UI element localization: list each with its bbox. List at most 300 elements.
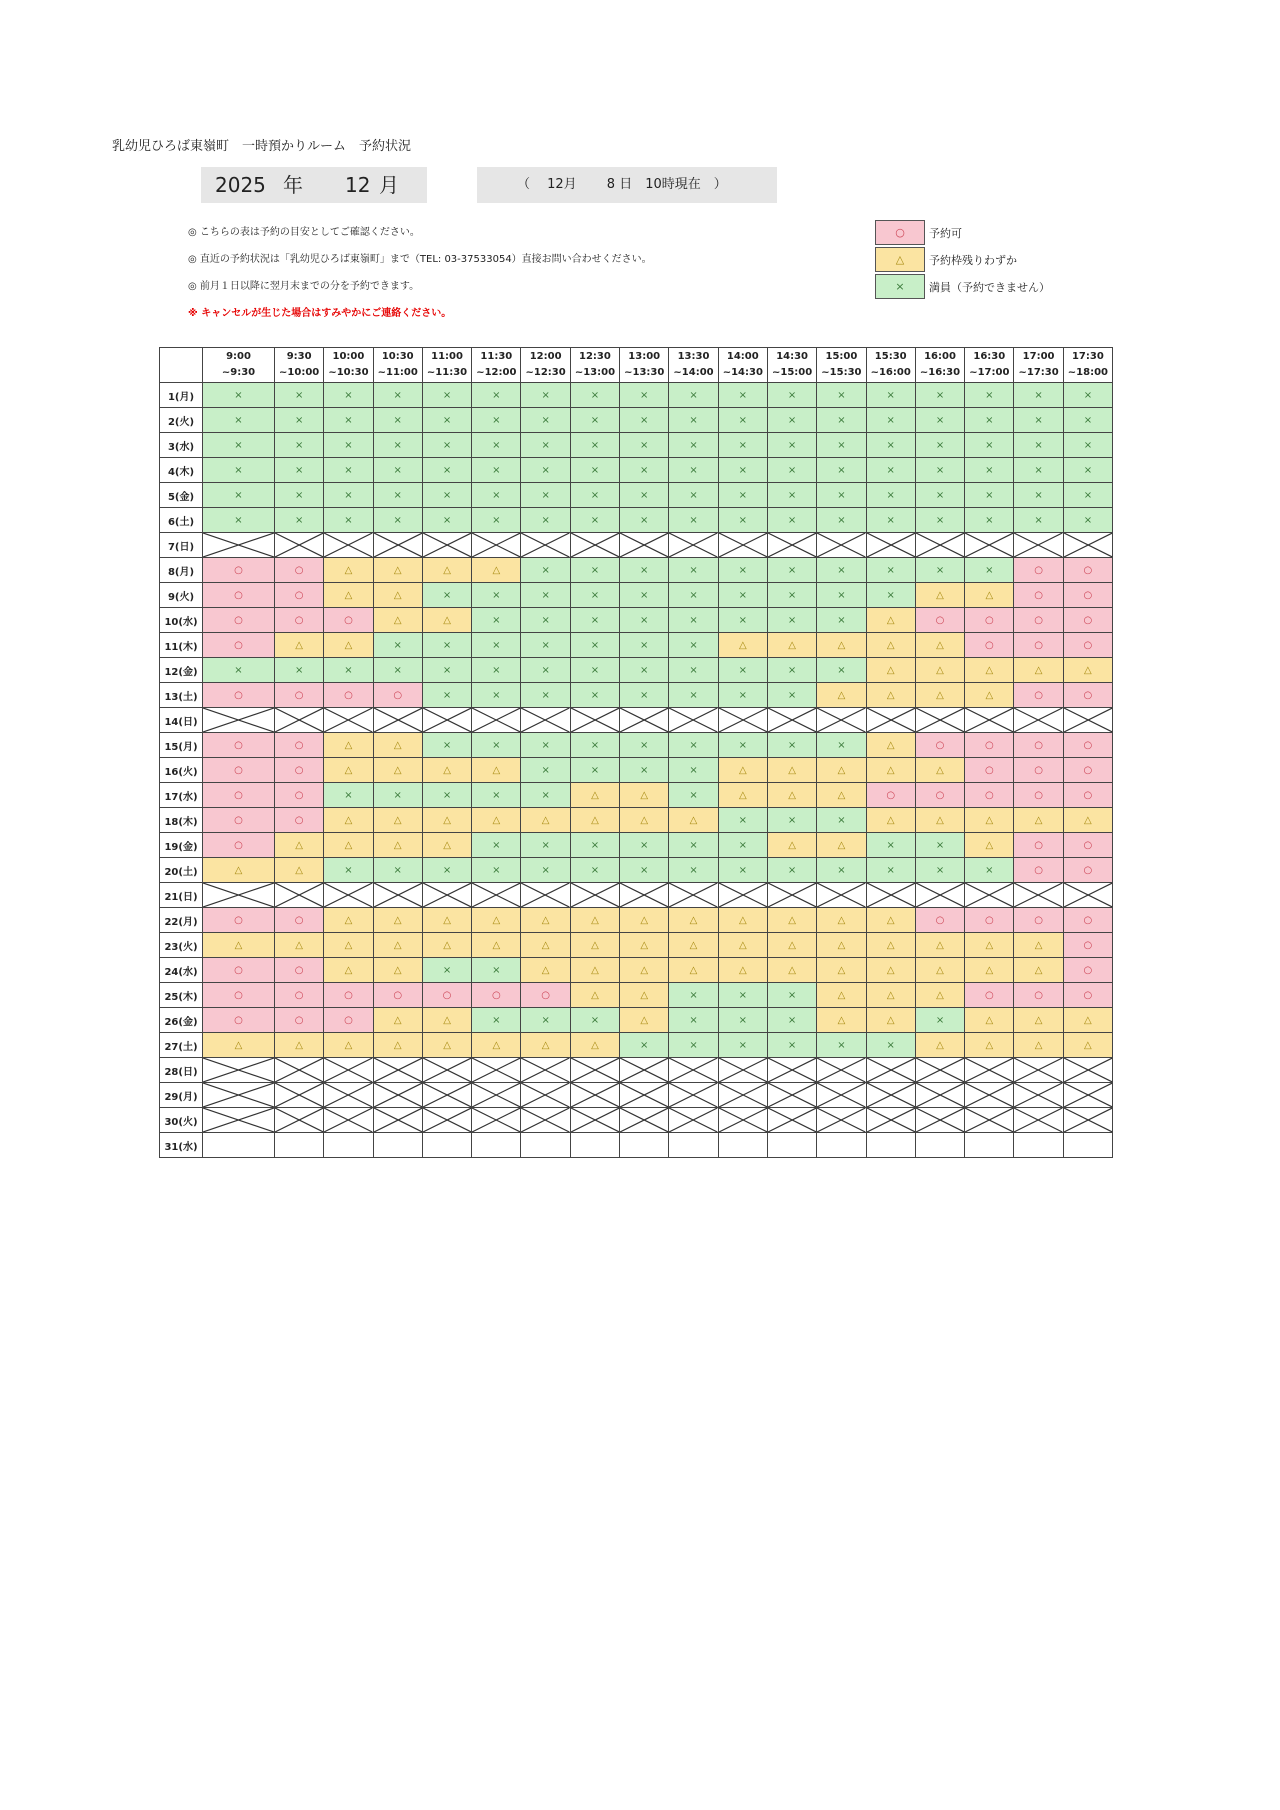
closed-slot-cell [203, 533, 275, 558]
slot-cell: △ [373, 958, 422, 983]
closed-slot-cell [570, 1108, 619, 1133]
slot-cell: × [817, 858, 866, 883]
day-row [160, 808, 1113, 833]
day-label: 7(日) [160, 533, 203, 558]
slot-cell: × [620, 458, 669, 483]
day-label: 13(土) [160, 683, 203, 708]
slot-cell [275, 1133, 324, 1158]
slot-cell: △ [915, 983, 964, 1008]
slot-cell: × [521, 783, 570, 808]
slot-cell: △ [521, 908, 570, 933]
slot-cell: ○ [915, 608, 964, 633]
slot-cell: ○ [1063, 558, 1112, 583]
slot-cell: × [275, 383, 324, 408]
slot-cell: △ [373, 583, 422, 608]
slot-cell: × [570, 683, 619, 708]
slot-cell: △ [620, 908, 669, 933]
slot-cell: × [324, 508, 373, 533]
slot-cell: × [472, 408, 521, 433]
legend-label-available: 予約可 [929, 226, 962, 240]
slot-cell: × [866, 508, 915, 533]
slot-cell: ○ [275, 958, 324, 983]
slot-cell: × [620, 608, 669, 633]
slot-cell: ○ [203, 808, 275, 833]
slot-cell: × [866, 583, 915, 608]
slot-cell: △ [422, 833, 471, 858]
slot-cell: × [275, 483, 324, 508]
slot-cell: ○ [1014, 983, 1063, 1008]
time-slot-start: 12:00 [529, 351, 562, 362]
slot-cell: × [1014, 458, 1063, 483]
slot-cell: △ [1014, 658, 1063, 683]
slot-cell: ○ [1014, 758, 1063, 783]
slot-cell: × [373, 433, 422, 458]
time-slot-start: 17:30 [1071, 351, 1104, 362]
slot-cell: × [324, 483, 373, 508]
slot-cell: × [275, 658, 324, 683]
slot-cell: △ [422, 808, 471, 833]
slot-cell: △ [1063, 1033, 1112, 1058]
slot-cell: × [669, 583, 718, 608]
closed-slot-cell [915, 533, 964, 558]
day-label: 23(火) [160, 933, 203, 958]
closed-slot-cell [767, 883, 816, 908]
slot-cell: △ [866, 608, 915, 633]
closed-slot-cell [817, 708, 866, 733]
closed-slot-cell [915, 1083, 964, 1108]
slot-cell: × [620, 408, 669, 433]
day-row [160, 708, 1113, 733]
slot-cell: × [669, 458, 718, 483]
closed-slot-cell [669, 533, 718, 558]
slot-cell: × [767, 583, 816, 608]
document-title: 乳幼児ひろば東嶺町 一時預かりルーム 予約状況 [112, 139, 412, 154]
time-slot-header [866, 348, 915, 383]
slot-cell: × [620, 633, 669, 658]
as-of-box: （ 12月 8 日 10時現在 ） [477, 167, 777, 203]
slot-cell [915, 1133, 964, 1158]
slot-cell: × [817, 383, 866, 408]
slot-cell: × [422, 458, 471, 483]
day-row [160, 858, 1113, 883]
slot-cell: △ [817, 683, 866, 708]
slot-cell: × [718, 683, 767, 708]
slot-cell: × [866, 408, 915, 433]
closed-slot-cell [767, 1058, 816, 1083]
day-label: 22(月) [160, 908, 203, 933]
slot-cell: × [669, 383, 718, 408]
day-row [160, 908, 1113, 933]
slot-cell: ○ [324, 1008, 373, 1033]
slot-cell: × [718, 658, 767, 683]
note-2: ◎ 直近の予約状況は「乳幼児ひろば東嶺町」まで（TEL: 03-37533054）直接お問い合わせください。 [188, 254, 652, 265]
slot-cell: × [817, 433, 866, 458]
slot-cell: △ [866, 658, 915, 683]
day-label: 27(土) [160, 1033, 203, 1058]
closed-slot-cell [472, 1108, 521, 1133]
slot-cell: ○ [965, 783, 1014, 808]
slot-cell: △ [915, 933, 964, 958]
slot-cell: ○ [203, 908, 275, 933]
slot-cell: × [669, 833, 718, 858]
closed-slot-cell [1063, 533, 1112, 558]
slot-cell [669, 1133, 718, 1158]
time-slot-end: ~10:00 [279, 367, 320, 378]
slot-cell: ○ [1063, 733, 1112, 758]
closed-slot-cell [275, 1058, 324, 1083]
slot-cell: × [718, 808, 767, 833]
closed-slot-cell [620, 883, 669, 908]
slot-cell: ○ [1014, 608, 1063, 633]
slot-cell: △ [767, 783, 816, 808]
closed-slot-cell [817, 1083, 866, 1108]
slot-cell: ○ [1014, 783, 1063, 808]
closed-slot-cell [324, 1083, 373, 1108]
time-slot-header [570, 348, 619, 383]
day-label: 30(火) [160, 1108, 203, 1133]
slot-cell: ○ [203, 683, 275, 708]
time-slot-start: 13:30 [677, 351, 710, 362]
slot-cell: × [767, 658, 816, 683]
slot-cell: × [521, 508, 570, 533]
notes [188, 226, 652, 334]
slot-cell: △ [1014, 1008, 1063, 1033]
slot-cell: △ [965, 833, 1014, 858]
slot-cell: × [669, 658, 718, 683]
slot-cell: △ [965, 808, 1014, 833]
slot-cell: △ [275, 933, 324, 958]
slot-cell: △ [915, 758, 964, 783]
slot-cell: △ [422, 1008, 471, 1033]
time-slot-start: 17:00 [1022, 351, 1055, 362]
slot-cell: △ [866, 733, 915, 758]
slot-cell: × [373, 508, 422, 533]
slot-cell: ○ [1014, 908, 1063, 933]
day-label: 20(土) [160, 858, 203, 883]
legend [875, 219, 1050, 300]
slot-cell: ○ [1063, 958, 1112, 983]
slot-cell: × [521, 1008, 570, 1033]
year-value: 2025 [215, 173, 266, 197]
slot-cell: △ [866, 758, 915, 783]
slot-cell: ○ [324, 983, 373, 1008]
closed-slot-cell [203, 1083, 275, 1108]
slot-cell: × [1063, 508, 1112, 533]
day-row [160, 1133, 1113, 1158]
legend-item-full [875, 273, 1050, 300]
closed-slot-cell [817, 883, 866, 908]
slot-cell: × [817, 558, 866, 583]
slot-cell: × [669, 683, 718, 708]
time-slot-start: 14:30 [776, 351, 809, 362]
slot-cell: × [373, 483, 422, 508]
slot-cell: × [620, 733, 669, 758]
slot-cell: × [817, 483, 866, 508]
closed-slot-cell [1063, 1058, 1112, 1083]
slot-cell: △ [275, 833, 324, 858]
slot-cell: △ [203, 1033, 275, 1058]
slot-cell: × [422, 433, 471, 458]
slot-cell: × [521, 683, 570, 708]
closed-slot-cell [718, 883, 767, 908]
closed-slot-cell [620, 533, 669, 558]
slot-cell: △ [570, 983, 619, 1008]
day-label: 15(月) [160, 733, 203, 758]
cancel-warning: ※ キャンセルが生じた場合はすみやかにご連絡ください。 [188, 308, 452, 319]
slot-cell: × [570, 583, 619, 608]
closed-slot-cell [203, 1058, 275, 1083]
closed-slot-cell [324, 883, 373, 908]
closed-slot-cell [472, 1058, 521, 1083]
slot-cell: ○ [275, 558, 324, 583]
slot-cell: △ [718, 758, 767, 783]
slot-cell: △ [718, 958, 767, 983]
slot-cell: △ [817, 908, 866, 933]
closed-slot-cell [767, 1083, 816, 1108]
slot-cell: △ [718, 633, 767, 658]
slot-cell: ○ [965, 908, 1014, 933]
slot-cell: △ [324, 933, 373, 958]
slot-cell: × [422, 383, 471, 408]
slot-cell: × [521, 608, 570, 633]
slot-cell: △ [718, 908, 767, 933]
closed-slot-cell [718, 708, 767, 733]
slot-cell: × [472, 508, 521, 533]
slot-cell: △ [767, 833, 816, 858]
slot-cell: ○ [1063, 633, 1112, 658]
legend-swatch-available: ○ [875, 220, 925, 245]
closed-slot-cell [1014, 1058, 1063, 1083]
slot-cell [570, 1133, 619, 1158]
day-row [160, 558, 1113, 583]
slot-cell: × [203, 408, 275, 433]
slot-cell: × [965, 508, 1014, 533]
slot-cell: × [669, 783, 718, 808]
slot-cell: △ [1063, 808, 1112, 833]
day-label: 16(火) [160, 758, 203, 783]
slot-cell: ○ [324, 683, 373, 708]
closed-slot-cell [915, 708, 964, 733]
time-slot-end: ~10:30 [328, 367, 369, 378]
slot-cell: △ [324, 758, 373, 783]
closed-slot-cell [373, 883, 422, 908]
day-label: 12(金) [160, 658, 203, 683]
slot-cell: △ [422, 1033, 471, 1058]
slot-cell: △ [866, 633, 915, 658]
slot-cell: × [817, 458, 866, 483]
legend-label-full: 満員（予約できません） [929, 280, 1050, 294]
slot-cell: △ [1014, 958, 1063, 983]
slot-cell: △ [767, 758, 816, 783]
slot-cell: △ [965, 933, 1014, 958]
slot-cell: △ [915, 633, 964, 658]
slot-cell: △ [373, 908, 422, 933]
closed-slot-cell [965, 1083, 1014, 1108]
slot-cell: ○ [275, 908, 324, 933]
slot-cell: × [472, 858, 521, 883]
day-row [160, 683, 1113, 708]
time-slot-header [817, 348, 866, 383]
day-row [160, 583, 1113, 608]
slot-cell: △ [866, 1008, 915, 1033]
closed-slot-cell [521, 883, 570, 908]
slot-cell: ○ [203, 733, 275, 758]
day-label: 17(水) [160, 783, 203, 808]
closed-slot-cell [817, 533, 866, 558]
closed-slot-cell [373, 1058, 422, 1083]
time-slot-end: ~15:00 [772, 367, 813, 378]
slot-cell [866, 1133, 915, 1158]
day-label: 21(日) [160, 883, 203, 908]
slot-cell: × [915, 458, 964, 483]
slot-cell: × [521, 458, 570, 483]
time-slot-end: ~13:30 [624, 367, 665, 378]
slot-cell: △ [915, 658, 964, 683]
slot-cell: ○ [1014, 858, 1063, 883]
slot-cell: × [669, 608, 718, 633]
slot-cell: × [521, 858, 570, 883]
closed-slot-cell [817, 1108, 866, 1133]
closed-slot-cell [1063, 708, 1112, 733]
slot-cell: × [915, 858, 964, 883]
slot-cell: × [570, 408, 619, 433]
slot-cell: △ [570, 783, 619, 808]
slot-cell: △ [472, 933, 521, 958]
slot-cell: △ [866, 683, 915, 708]
slot-cell: × [620, 658, 669, 683]
closed-slot-cell [422, 1083, 471, 1108]
slot-cell: × [373, 633, 422, 658]
closed-slot-cell [373, 1108, 422, 1133]
day-row [160, 408, 1113, 433]
slot-cell: × [570, 383, 619, 408]
time-slot-header [965, 348, 1014, 383]
slot-cell: △ [570, 933, 619, 958]
day-row [160, 783, 1113, 808]
slot-cell: × [324, 383, 373, 408]
slot-cell: × [866, 1033, 915, 1058]
day-row [160, 483, 1113, 508]
time-slot-header [718, 348, 767, 383]
slot-cell: ○ [1014, 733, 1063, 758]
slot-cell [472, 1133, 521, 1158]
time-slot-header [1014, 348, 1063, 383]
day-row [160, 508, 1113, 533]
slot-cell: × [570, 658, 619, 683]
slot-cell: × [866, 433, 915, 458]
time-slot-header [422, 348, 471, 383]
slot-cell: × [373, 858, 422, 883]
slot-cell: ○ [965, 983, 1014, 1008]
slot-cell: × [817, 583, 866, 608]
closed-slot-cell [203, 708, 275, 733]
slot-cell: × [767, 483, 816, 508]
slot-cell: × [472, 608, 521, 633]
slot-cell: × [620, 833, 669, 858]
closed-slot-cell [965, 1108, 1014, 1133]
slot-cell: × [767, 508, 816, 533]
slot-cell: × [718, 858, 767, 883]
day-row [160, 658, 1113, 683]
slot-cell: × [669, 508, 718, 533]
slot-cell: △ [669, 933, 718, 958]
closed-slot-cell [275, 533, 324, 558]
slot-cell: △ [817, 958, 866, 983]
slot-cell: × [570, 1008, 619, 1033]
slot-cell: × [324, 433, 373, 458]
header-corner [160, 348, 203, 383]
slot-cell: × [570, 558, 619, 583]
closed-slot-cell [472, 883, 521, 908]
slot-cell: × [767, 558, 816, 583]
day-label: 18(木) [160, 808, 203, 833]
slot-cell: ○ [472, 983, 521, 1008]
closed-slot-cell [817, 1058, 866, 1083]
slot-cell: △ [521, 808, 570, 833]
slot-cell: × [718, 1033, 767, 1058]
slot-cell: △ [915, 1033, 964, 1058]
slot-cell: × [669, 1008, 718, 1033]
slot-cell: × [915, 483, 964, 508]
slot-cell: △ [324, 908, 373, 933]
slot-cell: × [422, 658, 471, 683]
slot-cell: × [817, 1033, 866, 1058]
closed-slot-cell [866, 533, 915, 558]
closed-slot-cell [767, 708, 816, 733]
slot-cell: △ [1063, 658, 1112, 683]
slot-cell: × [373, 408, 422, 433]
slot-cell: × [570, 433, 619, 458]
slot-cell: × [373, 458, 422, 483]
day-row [160, 958, 1113, 983]
slot-cell: △ [275, 1033, 324, 1058]
closed-slot-cell [570, 708, 619, 733]
slot-cell: × [620, 1033, 669, 1058]
month-value: 12 [345, 173, 371, 197]
slot-cell: × [669, 1033, 718, 1058]
slot-cell: △ [324, 958, 373, 983]
slot-cell: ○ [203, 983, 275, 1008]
slot-cell: △ [324, 633, 373, 658]
slot-cell: × [767, 1008, 816, 1033]
time-slot-end: ~15:30 [821, 367, 862, 378]
slot-cell: ○ [965, 608, 1014, 633]
day-row [160, 933, 1113, 958]
slot-cell: △ [965, 1033, 1014, 1058]
slot-cell: △ [203, 858, 275, 883]
day-row [160, 633, 1113, 658]
slot-cell: × [915, 558, 964, 583]
closed-slot-cell [570, 1083, 619, 1108]
time-slot-start: 9:00 [226, 351, 251, 362]
slot-cell: × [915, 408, 964, 433]
day-row [160, 458, 1113, 483]
closed-slot-cell [570, 883, 619, 908]
slot-cell: × [1014, 433, 1063, 458]
closed-slot-cell [324, 533, 373, 558]
time-slot-end: ~16:30 [919, 367, 961, 378]
slot-cell: △ [866, 958, 915, 983]
slot-cell: △ [965, 683, 1014, 708]
slot-cell: ○ [1063, 683, 1112, 708]
slot-cell: × [866, 483, 915, 508]
closed-slot-cell [669, 883, 718, 908]
slot-cell: × [570, 758, 619, 783]
time-slot-header [669, 348, 718, 383]
slot-cell: × [422, 408, 471, 433]
closed-slot-cell [718, 533, 767, 558]
time-slot-start: 11:30 [480, 351, 513, 362]
